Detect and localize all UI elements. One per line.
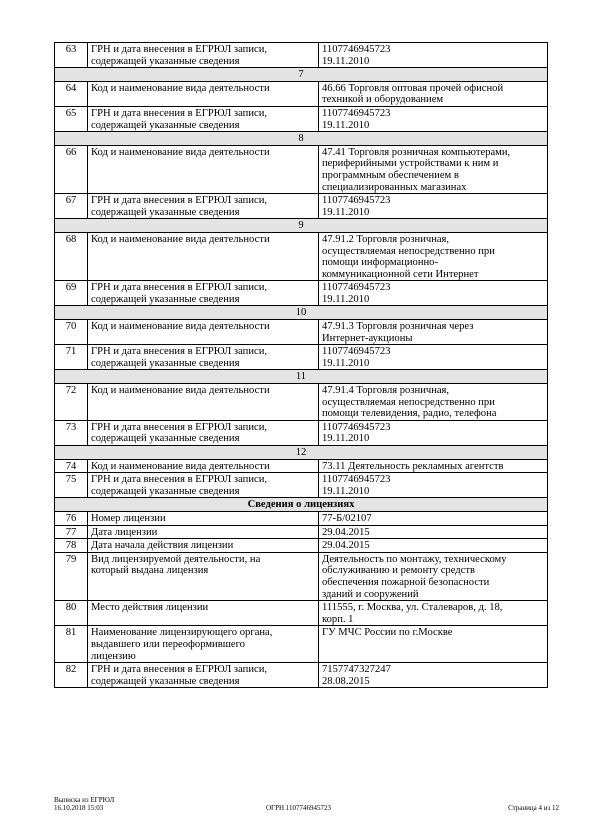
field-label-cell (88, 345, 319, 370)
field-value-cell (319, 511, 548, 525)
table-row (55, 281, 548, 306)
field-value-line: 47.41 Торговля розничная компьютерами, (322, 146, 511, 158)
field-value-line: 46.66 Торговля оптовая прочей офисной (322, 82, 504, 94)
field-label-cell (88, 552, 319, 600)
row-number: 65 (55, 106, 88, 131)
table-row (55, 473, 548, 498)
field-value-line: 1107746945723 (322, 44, 391, 55)
field-label-line: ГРН и дата внесения в ЕГРЮЛ записи, (91, 474, 268, 486)
field-label-cell (88, 81, 319, 106)
field-label-cell (88, 539, 319, 553)
footer-ogrn: ОГРН 1107746945723 (266, 804, 332, 812)
group-number: 11 (55, 370, 548, 384)
field-value-line: обеспечения пожарной безопасности (322, 576, 490, 588)
field-label-line: ГРН и дата внесения в ЕГРЮЛ записи, (91, 421, 268, 433)
field-label-line: ГРН и дата внесения в ЕГРЮЛ записи, (91, 44, 268, 55)
row-number: 75 (55, 473, 88, 498)
field-value-line: периферийными устройствами к ним и (322, 158, 499, 170)
field-value-line: 19.11.2010 (322, 55, 370, 67)
field-value-line: 19.11.2010 (322, 206, 370, 218)
group-number: 12 (55, 446, 548, 460)
field-label-cell (88, 232, 319, 280)
table-row (55, 552, 548, 600)
field-label-cell (88, 281, 319, 306)
row-number: 74 (55, 459, 88, 473)
field-value-line: корп. 1 (322, 613, 354, 625)
table-row (55, 345, 548, 370)
field-value-line: 77-Б/02107 (322, 512, 372, 524)
field-value-line: 19.11.2010 (322, 357, 370, 369)
field-value-line: 1107746945723 (322, 195, 391, 207)
row-number: 80 (55, 601, 88, 626)
field-value-cell (319, 145, 548, 193)
field-label-line: лицензию (91, 650, 136, 662)
field-value-cell (319, 194, 548, 219)
field-value-line: 1107746945723 (322, 346, 391, 358)
field-value-line: зданий и сооружений (322, 588, 419, 600)
field-value-line: 111555, г. Москва, ул. Сталеваров, д. 18, (322, 602, 503, 614)
field-label-line: ГРН и дата внесения в ЕГРЮЛ записи, (91, 195, 268, 207)
row-number: 77 (55, 525, 88, 539)
table-row (55, 459, 548, 473)
field-value-line: 47.91.2 Торговля розничная, (322, 233, 450, 245)
field-value-cell (319, 539, 548, 553)
field-value-line: ГУ МЧС России по г.Москве (322, 627, 453, 639)
table-row (55, 420, 548, 445)
field-value-line: осуществляемая непосредственно при (322, 245, 495, 257)
field-label-cell (88, 525, 319, 539)
field-value-line: 1107746945723 (322, 282, 391, 294)
field-label-line: Наименование лицензирующего органа, (91, 627, 273, 639)
table-body (55, 43, 548, 688)
field-value-cell (319, 663, 548, 688)
field-value-cell (319, 81, 548, 106)
table-row (55, 106, 548, 131)
field-value-line: программным обеспечением в (322, 169, 459, 181)
row-number: 69 (55, 281, 88, 306)
field-value-line: коммуникационной сети Интернет (322, 268, 479, 280)
field-value-cell (319, 320, 548, 345)
field-value-line: помощи телевидения, радио, телефона (322, 408, 497, 420)
page-footer (54, 796, 559, 820)
table-row (55, 539, 548, 553)
field-label-cell (88, 145, 319, 193)
footer-page-number: Страница 4 из 12 (508, 804, 559, 812)
field-label-cell (88, 601, 319, 626)
field-value-cell (319, 106, 548, 131)
field-value-line: 7157747327247 (322, 664, 391, 676)
field-label-line: Вид лицензируемой деятельности, на (91, 553, 261, 565)
field-value-cell (319, 601, 548, 626)
field-label-cell (88, 459, 319, 473)
field-value-cell (319, 345, 548, 370)
field-label-line: содержащей указанные сведения (91, 675, 240, 687)
row-number: 72 (55, 384, 88, 421)
group-number: 9 (55, 219, 548, 233)
field-value-line: техникой и оборудованием (322, 94, 444, 106)
field-value-line: 19.11.2010 (322, 485, 370, 497)
field-value-cell (319, 473, 548, 498)
row-number: 71 (55, 345, 88, 370)
group-header-row (55, 370, 548, 384)
field-value-cell (319, 525, 548, 539)
section-header-row (55, 498, 548, 512)
egrul-extract-table (54, 42, 548, 688)
row-number: 63 (55, 43, 88, 68)
table-row (55, 511, 548, 525)
field-value-line: специализированных магазинах (322, 181, 467, 193)
field-value-line: 1107746945723 (322, 107, 391, 119)
field-label-line: содержащей указанные сведения (91, 119, 240, 131)
row-number: 82 (55, 663, 88, 688)
field-label-line: содержащей указанные сведения (91, 293, 240, 305)
row-number: 76 (55, 511, 88, 525)
field-label-line: ГРН и дата внесения в ЕГРЮЛ записи, (91, 107, 268, 119)
field-label-line: содержащей указанные сведения (91, 55, 240, 67)
group-number: 8 (55, 132, 548, 146)
footer-doc-title: Выписка из ЕГРЮЛ (54, 796, 115, 804)
field-value-line: 29.04.2015 (322, 526, 370, 538)
field-label-cell (88, 420, 319, 445)
field-label-line: Код и наименование вида деятельности (91, 385, 270, 397)
group-header-row (55, 68, 548, 82)
table-row (55, 81, 548, 106)
field-value-line: 28.08.2015 (322, 675, 370, 687)
group-header-row (55, 306, 548, 320)
table-row (55, 145, 548, 193)
field-value-line: осуществляемая непосредственно при (322, 396, 495, 408)
row-number: 66 (55, 145, 88, 193)
field-value-cell (319, 420, 548, 445)
table-row (55, 626, 548, 663)
field-value-line: Интернет-аукционы (322, 332, 413, 344)
field-label-cell (88, 43, 319, 68)
table-row (55, 232, 548, 280)
row-number: 67 (55, 194, 88, 219)
field-value-line: 1107746945723 (322, 474, 391, 486)
field-value-cell (319, 552, 548, 600)
footer-datetime: 16.10.2018 15:03 (54, 804, 104, 812)
field-label-cell (88, 320, 319, 345)
field-label-cell (88, 663, 319, 688)
row-number: 81 (55, 626, 88, 663)
field-value-line: 47.91.4 Торговля розничная, (322, 385, 450, 397)
field-label-line: ГРН и дата внесения в ЕГРЮЛ записи, (91, 282, 268, 294)
field-label-cell (88, 626, 319, 663)
field-label-line: ГРН и дата внесения в ЕГРЮЛ записи, (91, 346, 268, 358)
field-value-cell (319, 626, 548, 663)
table-row (55, 525, 548, 539)
table-row (55, 384, 548, 421)
field-value-cell (319, 384, 548, 421)
group-number: 10 (55, 306, 548, 320)
field-value-line: помощи информационно- (322, 257, 439, 269)
field-label-cell (88, 511, 319, 525)
field-label-line: выдавшего или переоформившего (91, 638, 245, 650)
field-value-line: 19.11.2010 (322, 433, 370, 445)
field-value-line: обслуживанию и ремонту средств (322, 565, 475, 577)
field-label-line: Код и наименование вида деятельности (91, 146, 270, 158)
field-label-line: который выдана лицензия (91, 565, 209, 577)
field-label-line: Место действия лицензии (91, 602, 209, 614)
group-header-row (55, 219, 548, 233)
section-title: Сведения о лицензиях (55, 498, 548, 512)
row-number: 79 (55, 552, 88, 600)
field-label-line: Код и наименование вида деятельности (91, 321, 270, 333)
field-label-line: содержащей указанные сведения (91, 206, 240, 218)
field-value-cell (319, 459, 548, 473)
field-value-line: 19.11.2010 (322, 119, 370, 131)
field-label-line: содержащей указанные сведения (91, 433, 240, 445)
field-label-line: Код и наименование вида деятельности (91, 460, 270, 472)
row-number: 78 (55, 539, 88, 553)
field-label-line: ГРН и дата внесения в ЕГРЮЛ записи, (91, 664, 268, 676)
field-value-line: 1107746945723 (322, 421, 391, 433)
row-number: 64 (55, 81, 88, 106)
field-value-cell (319, 43, 548, 68)
field-label-line: содержащей указанные сведения (91, 485, 240, 497)
field-value-line: 29.04.2015 (322, 540, 370, 552)
footer-left (54, 796, 114, 812)
field-label-cell (88, 473, 319, 498)
field-value-line: 73.11 Деятельность рекламных агентств (322, 460, 504, 472)
row-number: 68 (55, 232, 88, 280)
table-row (55, 320, 548, 345)
field-label-cell (88, 384, 319, 421)
table-row (55, 601, 548, 626)
field-value-line: 19.11.2010 (322, 293, 370, 305)
field-value-cell (319, 281, 548, 306)
field-label-line: Код и наименование вида деятельности (91, 233, 270, 245)
row-number: 73 (55, 420, 88, 445)
table-row (55, 43, 548, 68)
group-header-row (55, 446, 548, 460)
field-label-line: содержащей указанные сведения (91, 357, 240, 369)
field-label-cell (88, 106, 319, 131)
field-label-cell (88, 194, 319, 219)
table-row (55, 663, 548, 688)
field-value-line: Деятельность по монтажу, техническому (322, 553, 507, 565)
field-label-line: Дата начала действия лицензии (91, 540, 234, 552)
group-number: 7 (55, 68, 548, 82)
field-label-line: Номер лицензии (91, 512, 166, 524)
group-header-row (55, 132, 548, 146)
field-label-line: Дата лицензии (91, 526, 158, 538)
row-number: 70 (55, 320, 88, 345)
field-value-line: 47.91.3 Торговля розничная через (322, 321, 474, 333)
field-label-line: Код и наименование вида деятельности (91, 82, 270, 94)
table-row (55, 194, 548, 219)
field-value-cell (319, 232, 548, 280)
